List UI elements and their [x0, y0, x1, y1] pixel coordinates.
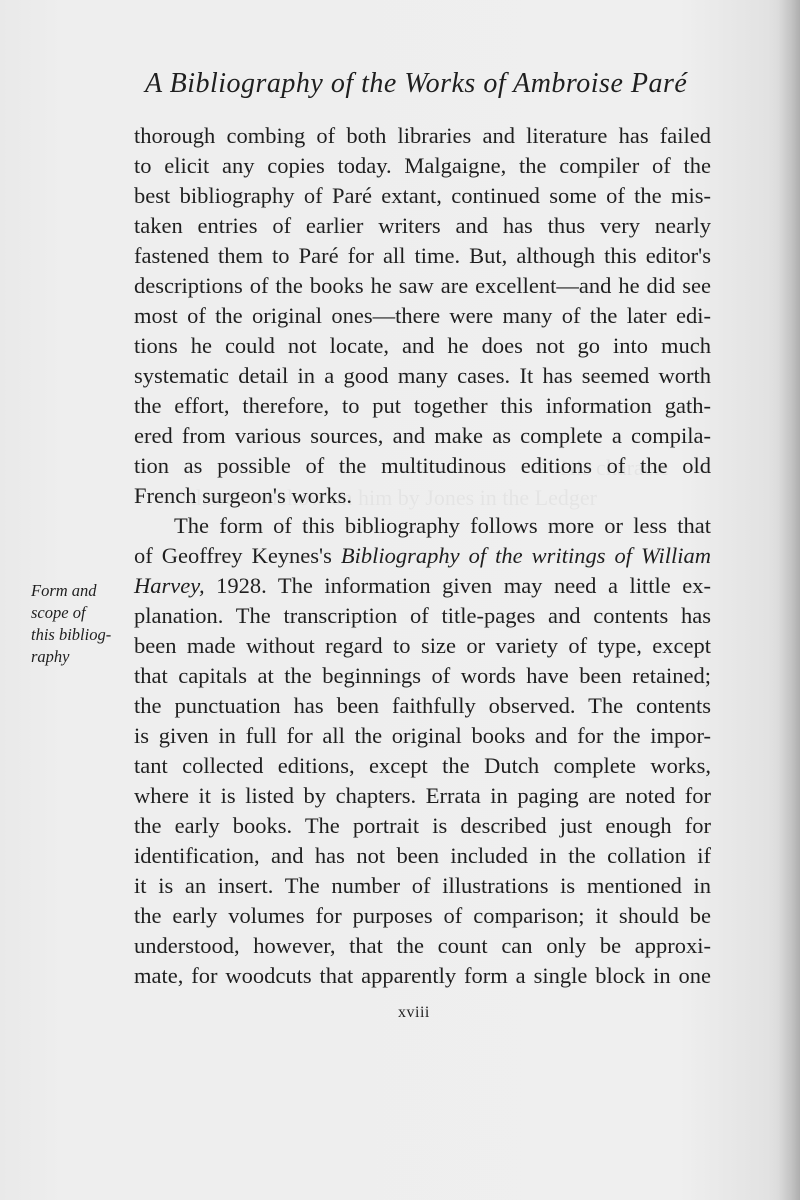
text-line: ered from various sources, and make as complete a compila- — [134, 423, 711, 448]
text-line: understood, however, that the count can only be approxi- — [134, 933, 711, 958]
text-line: French surgeon's works. — [134, 483, 352, 508]
text-line: tion as possible of the multitudinous editions of the old — [134, 453, 711, 478]
text-line: best bibliography of Paré extant, continued some of the mis- — [134, 183, 711, 208]
text-line: identification, and has not been included in the collation if — [134, 843, 711, 868]
text-line: descriptions of the books he saw are excellent—and he did see — [134, 273, 711, 298]
margin-note-line: this bibliog- — [31, 625, 112, 644]
text-line: been made without regard to size or variety of type, except — [134, 633, 711, 658]
book-title-italic: Harvey, — [134, 573, 205, 598]
text-line — [134, 571, 711, 601]
running-head: A Bibliography of the Works of Ambroise Paré — [145, 68, 688, 99]
text-line: where it is listed by chapters. Errata in paging are noted for — [134, 783, 711, 808]
text-line: thorough combing of both libraries and literature has failed — [134, 123, 711, 148]
text-line: is given in full for all the original books and for the impor- — [134, 723, 711, 748]
text-line: systematic detail in a good many cases. It has seemed worth — [134, 363, 711, 388]
text-line: mate, for woodcuts that apparently form a single block in one — [134, 963, 711, 988]
text-line: The form of this bibliography follows more or less that — [174, 513, 711, 538]
margin-note-line: Form and — [31, 581, 97, 600]
margin-note — [31, 580, 131, 668]
body-text — [134, 121, 711, 991]
page-gutter-shadow — [778, 0, 800, 1200]
text-line: fastened them to Paré for all time. But, although this editor's — [134, 243, 711, 268]
text-line: most of the original ones—there were many of the later edi- — [134, 303, 711, 328]
page-number: xviii — [398, 1004, 430, 1021]
text-span: of Geoffrey Keynes's — [134, 543, 341, 568]
text-line: the early volumes for purposes of comparison; it should be — [134, 903, 711, 928]
margin-note-line: raphy — [31, 647, 70, 666]
text-line: it is an insert. The number of illustrations is mentioned in — [134, 873, 711, 898]
text-line: to elicit any copies today. Malgaigne, the compiler of the — [134, 153, 711, 178]
text-line: planation. The transcription of title-pages and contents has — [134, 603, 711, 628]
text-line: that capitals at the beginnings of words have been retained; — [134, 663, 711, 688]
book-title-italic: Bibliography of the writings of William — [340, 543, 711, 568]
margin-note-line: scope of — [31, 603, 86, 622]
text-line: taken entries of earlier writers and has thus very nearly — [134, 213, 711, 238]
text-line: tions he could not locate, and he does not go into much — [134, 333, 711, 358]
text-span: 1928. The information given may need a little ex- — [204, 573, 711, 598]
text-line — [134, 541, 711, 571]
text-line: the early books. The portrait is described just enough for — [134, 813, 711, 838]
text-line: the effort, therefore, to put together this information gath- — [134, 393, 711, 418]
text-line: tant collected editions, except the Dutch complete works, — [134, 753, 711, 778]
text-line: the punctuation has been faithfully observed. The contents — [134, 693, 711, 718]
